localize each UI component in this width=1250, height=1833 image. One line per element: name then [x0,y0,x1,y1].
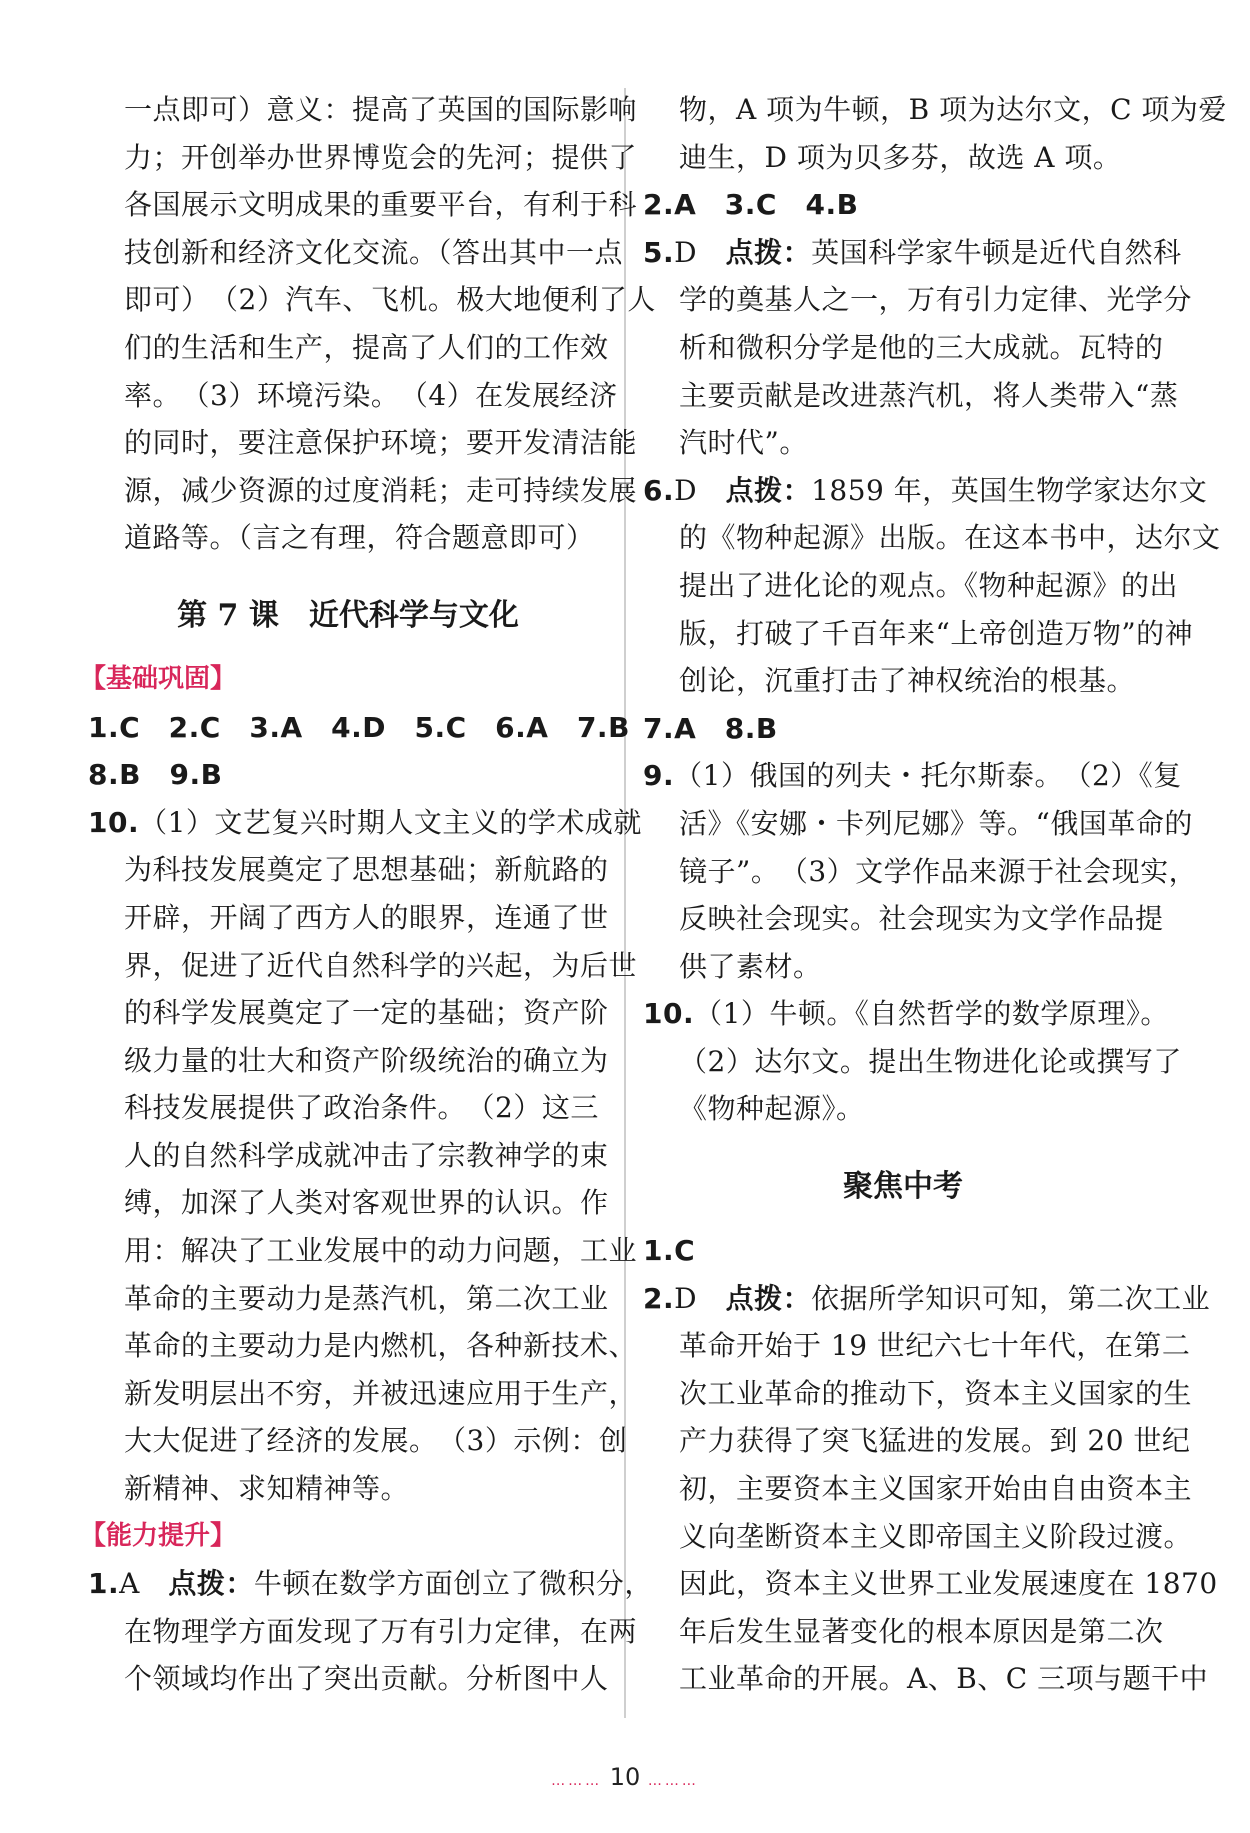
text-line: 道路等。（言之有理，符合题意即可） [124,521,595,555]
basic-answers-row-2: 8.B 9.B [88,758,223,792]
text-line: 析和微积分学是他的三大成就。瓦特的 [679,330,1164,364]
question-number: 1. [88,1567,120,1601]
answer-letter: D [674,473,726,507]
continued-answer [88,86,656,562]
ability-question-1-first-line [88,1560,653,1608]
answer-letter: A [119,1567,169,1601]
question-6-first-line [643,467,1208,515]
text-line: 技创新和经济文化交流。（答出其中一点 [124,235,624,269]
text-line: 开辟，开阔了西方人的眼界，连通了世 [124,900,609,934]
text-line: 革命开始于 19 世纪六七十年代，在第二 [679,1329,1191,1363]
text-line: 个领域均作出了突出贡献。分析图中人 [124,1662,609,1696]
focus-answer-1: 1.C [643,1234,696,1268]
text-line: 大大促进了经济的发展。 （3）示例：创 [124,1424,628,1458]
question-text: （1）牛顿。《自然哲学的数学原理》。 [694,997,1169,1031]
question-number: 9. [643,759,675,793]
text-line: 学的奠基人之一，万有引力定律、光学分 [679,283,1193,317]
text-line: 初，主要资本主义国家开始由自由资本主 [679,1472,1193,1506]
tip-label: 点拨： [725,473,812,507]
question-9-first-line [643,752,1182,800]
text-line: 革命的主要动力是内燃机，各种新技术、 [124,1329,638,1363]
text-line: 《物种起源》。 [679,1092,865,1126]
text-line: 年后发生显著变化的根本原因是第二次 [679,1614,1164,1648]
question-text: 1859 年，英国生物学家达尔文 [811,473,1208,507]
text-line: 创论，沉重打击了神权统治的根基。 [679,664,1136,698]
text-line: 在物理学方面发现了万有引力定律，在两 [124,1614,638,1648]
tip-label: 点拨： [725,1281,812,1315]
question-number: 10. [88,805,140,839]
text-line: 提出了进化论的观点。《物种起源》的出 [679,568,1179,602]
question-number: 6. [643,473,675,507]
text-line: 镜子”。 （3）文学作品来源于社会现实， [679,854,1198,888]
page-dots-right: ……… [647,1773,699,1789]
text-line: 迪生，D 项为贝多芬，故选 A 项。 [679,140,1122,174]
text-line: （2）达尔文。提出生物进化论或撰写了 [679,1044,1182,1078]
left-column [80,86,656,1703]
text-line: 的科学发展奠定了一定的基础；资产阶 [124,996,609,1030]
text-line: 用：解决了工业发展中的动力问题，工业 [124,1234,638,1268]
question-10-body [88,846,638,1512]
question-number: 5. [643,235,675,269]
question-number: 10. [643,997,695,1031]
text-line: 率。 （3）环境污染。 （4）在发展经济 [124,378,618,412]
page-dots-left: ……… [551,1773,603,1789]
question-number: 2. [643,1281,675,1315]
question-5-first-line [643,229,1182,277]
tip-label: 点拨： [168,1567,254,1601]
text-line: 科技发展提供了政治条件。 （2）这三 [124,1091,599,1125]
text-line: 次工业革命的推动下，资本主义国家的生 [679,1376,1193,1410]
text-line: 界，促进了近代自然科学的兴起，为后世 [124,948,638,982]
text-line: 为科技发展奠定了思想基础；新航路的 [124,853,609,887]
column-divider [624,88,626,1718]
text-line: 们的生活和生产，提高了人们的工作效 [124,330,609,364]
text-line: 人的自然科学成就冲击了宗教神学的束 [124,1138,609,1172]
section-basic-heading: 【基础巩固】 [80,663,237,694]
text-line: 缚，加深了人类对客观世界的认识。作 [124,1186,609,1220]
text-line: 一点即可）意义：提高了英国的国际影响 [124,93,638,126]
text-line: 的同时，要注意保护环境；要开发清洁能 [124,426,638,460]
right-column [643,86,1227,1703]
text-line: 级力量的壮大和资产阶级统治的确立为 [124,1043,609,1077]
basic-answers-row-1: 1.C 2.C 3.A 4.D 5.C 6.A 7.B [88,710,630,744]
text-line: 主要贡献是改进蒸汽机，将人类带入“蒸 [679,378,1179,412]
question-10-first-line [643,990,1169,1038]
text-line: 即可） （2）汽车、飞机。极大地便利了人 [124,283,656,317]
answers-row-2-4: 2.A 3.C 4.B [643,188,859,222]
text-line: 工业革命的开展。A、B、C 三项与题干中 [679,1662,1209,1696]
tip-label: 点拨： [725,235,812,269]
focus-exam-heading: 聚焦中考 [843,1169,963,1205]
text-line: 新发明层出不穷，并被迅速应用于生产， [124,1376,638,1410]
text-line: 力；开创举办世界博览会的先河；提供了 [124,140,638,174]
text-line: 因此，资本主义世界工业发展速度在 1870 [679,1567,1218,1601]
answer-letter: D [674,235,726,269]
page-number [0,1763,1250,1791]
text-line: 物，A 项为牛顿，B 项为达尔文，C 项为爱 [679,93,1227,126]
answers-row-7-8: 7.A 8.B [643,711,778,745]
text-line: 产力获得了突飞猛进的发展。到 20 世纪 [679,1424,1191,1458]
text-line: 各国展示文明成果的重要平台，有利于科 [124,188,638,222]
text-line: 源，减少资源的过度消耗；走可持续发展 [124,473,638,507]
question-text: 牛顿在数学方面创立了微积分， [253,1567,653,1601]
text-line: 的《物种起源》出版。在这本书中，达尔文 [679,521,1221,555]
lesson-title: 第 7 课 近代科学与文化 [177,597,519,633]
text-line: 新精神、求知精神等。 [124,1472,410,1506]
text-line: 义向垄断资本主义即帝国主义阶段过渡。 [679,1519,1193,1553]
question-text: （1）俄国的列夫・托尔斯泰。 （2）《复 [674,759,1182,793]
text-line: 版，打破了千百年来“上帝创造万物”的神 [679,616,1194,650]
question-text: 英国科学家牛顿是近代自然科 [811,235,1182,269]
question-text: （1）文艺复兴时期人文主义的学术成就 [139,805,642,839]
focus-question-2-first-line [643,1275,1211,1323]
text-line: 供了素材。 [679,949,822,983]
question-text: 依据所学知识可知，第二次工业 [811,1281,1211,1315]
answer-letter: D [674,1281,726,1315]
text-line: 汽时代”。 [679,426,808,460]
question-10-first-line [88,799,642,847]
text-line: 反映社会现实。社会现实为文学作品提 [679,902,1164,936]
text-line: 活》《安娜・卡列尼娜》等。“俄国革命的 [679,806,1193,840]
text-line: 革命的主要动力是蒸汽机，第二次工业 [124,1281,609,1315]
page-number-value: 10 [609,1763,641,1791]
section-ability-heading: 【能力提升】 [80,1520,237,1551]
